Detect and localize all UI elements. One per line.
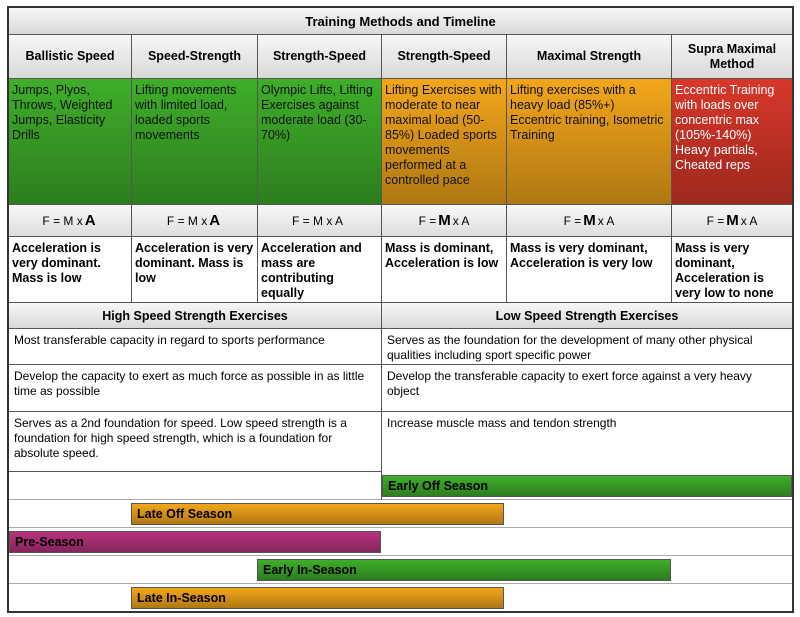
- formula-prefix: F =: [418, 213, 437, 228]
- method-note: Mass is dominant, Acceleration is low: [381, 237, 506, 302]
- table-title: [9, 8, 792, 35]
- high-speed-header-text: High Speed Strength Exercises: [102, 308, 288, 323]
- formula-dominant-term: A: [209, 212, 221, 229]
- timeline-gridline: [9, 555, 792, 556]
- formula: [506, 205, 671, 237]
- timeline-bar-late-off-season: [131, 503, 504, 525]
- formula-suffix: x A: [597, 213, 615, 228]
- column-header: [257, 35, 381, 79]
- formula: [9, 205, 131, 237]
- low-speed-row: Increase muscle mass and tendon strength: [381, 412, 792, 472]
- low-speed-row: Serves as the foundation for the development of many other physical qualities including sport specific power: [381, 329, 792, 365]
- formula-prefix: F =: [706, 213, 725, 228]
- method-note: Acceleration is very dominant. Mass is low: [131, 237, 257, 302]
- formula-dominant-term: M: [583, 212, 596, 229]
- column-header-text: Strength-Speed: [272, 49, 367, 63]
- high-speed-row: Serves as a 2nd foundation for speed. Low speed strength is a foundation for high speed strength, which is a foundation for absolute speed.: [9, 412, 381, 472]
- high-speed-row: Develop the capacity to exert as much force as possible in as little time as possible: [9, 365, 381, 412]
- column-header: [671, 35, 792, 79]
- low-speed-header: [381, 302, 792, 329]
- column-header-text: Speed-Strength: [147, 49, 242, 63]
- method-description: Olympic Lifts, Lifting Exercises against moderate load (30-70%): [257, 79, 381, 205]
- formula: [131, 205, 257, 237]
- timeline-bar-late-in-season: [131, 587, 504, 609]
- method-description: Jumps, Plyos, Throws, Weighted Jumps, Elasticity Drills: [9, 79, 131, 205]
- formula: [257, 205, 381, 237]
- timeline-bar-label: Early Off Season: [388, 479, 489, 493]
- method-description: Lifting movements with limited load, loaded sports movements: [131, 79, 257, 205]
- low-speed-header-text: Low Speed Strength Exercises: [495, 308, 679, 323]
- formula-suffix: x A: [740, 213, 758, 228]
- column-header-text: Supra Maximal Method: [687, 41, 777, 71]
- formula-prefix: F =: [563, 213, 582, 228]
- column-header-text: Maximal Strength: [536, 49, 642, 63]
- method-description: Eccentric Training with loads over concentric max (105%-140%) Heavy partials, Cheated reps: [671, 79, 792, 205]
- timeline-bar-early-off-season: [382, 475, 792, 497]
- timeline-gridline: [9, 527, 792, 528]
- formula: [671, 205, 792, 237]
- timeline-gridline: [9, 499, 792, 500]
- method-description: Lifting exercises with a heavy load (85%+) Eccentric training, Isometric Training: [506, 79, 671, 205]
- column-header: [131, 35, 257, 79]
- high-speed-header: [9, 302, 381, 329]
- timeline-bar-label: Late In-Season: [137, 591, 226, 605]
- column-header: [381, 35, 506, 79]
- formula-dominant-term: M: [438, 212, 451, 229]
- high-speed-row: Most transferable capacity in regard to sports performance: [9, 329, 381, 365]
- column-header: [506, 35, 671, 79]
- formula-prefix: F = M x A: [291, 213, 343, 228]
- table-title-text: Training Methods and Timeline: [305, 13, 496, 29]
- timeline-bar-label: Early In-Season: [263, 563, 357, 577]
- low-speed-row: Develop the transferable capacity to exert force against a very heavy object: [381, 365, 792, 412]
- formula-prefix: F = M x: [166, 213, 208, 228]
- formula-dominant-term: M: [726, 212, 739, 229]
- timeline-bar-label: Pre-Season: [15, 535, 84, 549]
- training-methods-table: [7, 6, 794, 613]
- formula-dominant-term: A: [84, 212, 96, 229]
- timeline-bar-pre-season: [9, 531, 381, 553]
- timeline-bar-early-in-season: [257, 559, 671, 581]
- method-note: Mass is very dominant, Acceleration is very low: [506, 237, 671, 302]
- timeline-bar-label: Late Off Season: [137, 507, 233, 521]
- method-note: Acceleration is very dominant. Mass is low: [12, 241, 101, 285]
- column-header: [9, 35, 131, 79]
- timeline-gridline: [9, 583, 792, 584]
- method-note: Acceleration and mass are contributing equally: [257, 237, 381, 302]
- formula-prefix: F = M x: [42, 213, 83, 228]
- formula: [381, 205, 506, 237]
- formula-suffix: x A: [452, 213, 470, 228]
- column-header-text: Strength-Speed: [397, 49, 491, 63]
- method-note: Mass is very dominant, Acceleration is very low to none: [671, 237, 792, 302]
- column-header-text: Ballistic Speed: [25, 49, 115, 63]
- method-description: Lifting Exercises with moderate to near maximal load (50-85%) Loaded sports movements performed at a controlled pace: [381, 79, 506, 205]
